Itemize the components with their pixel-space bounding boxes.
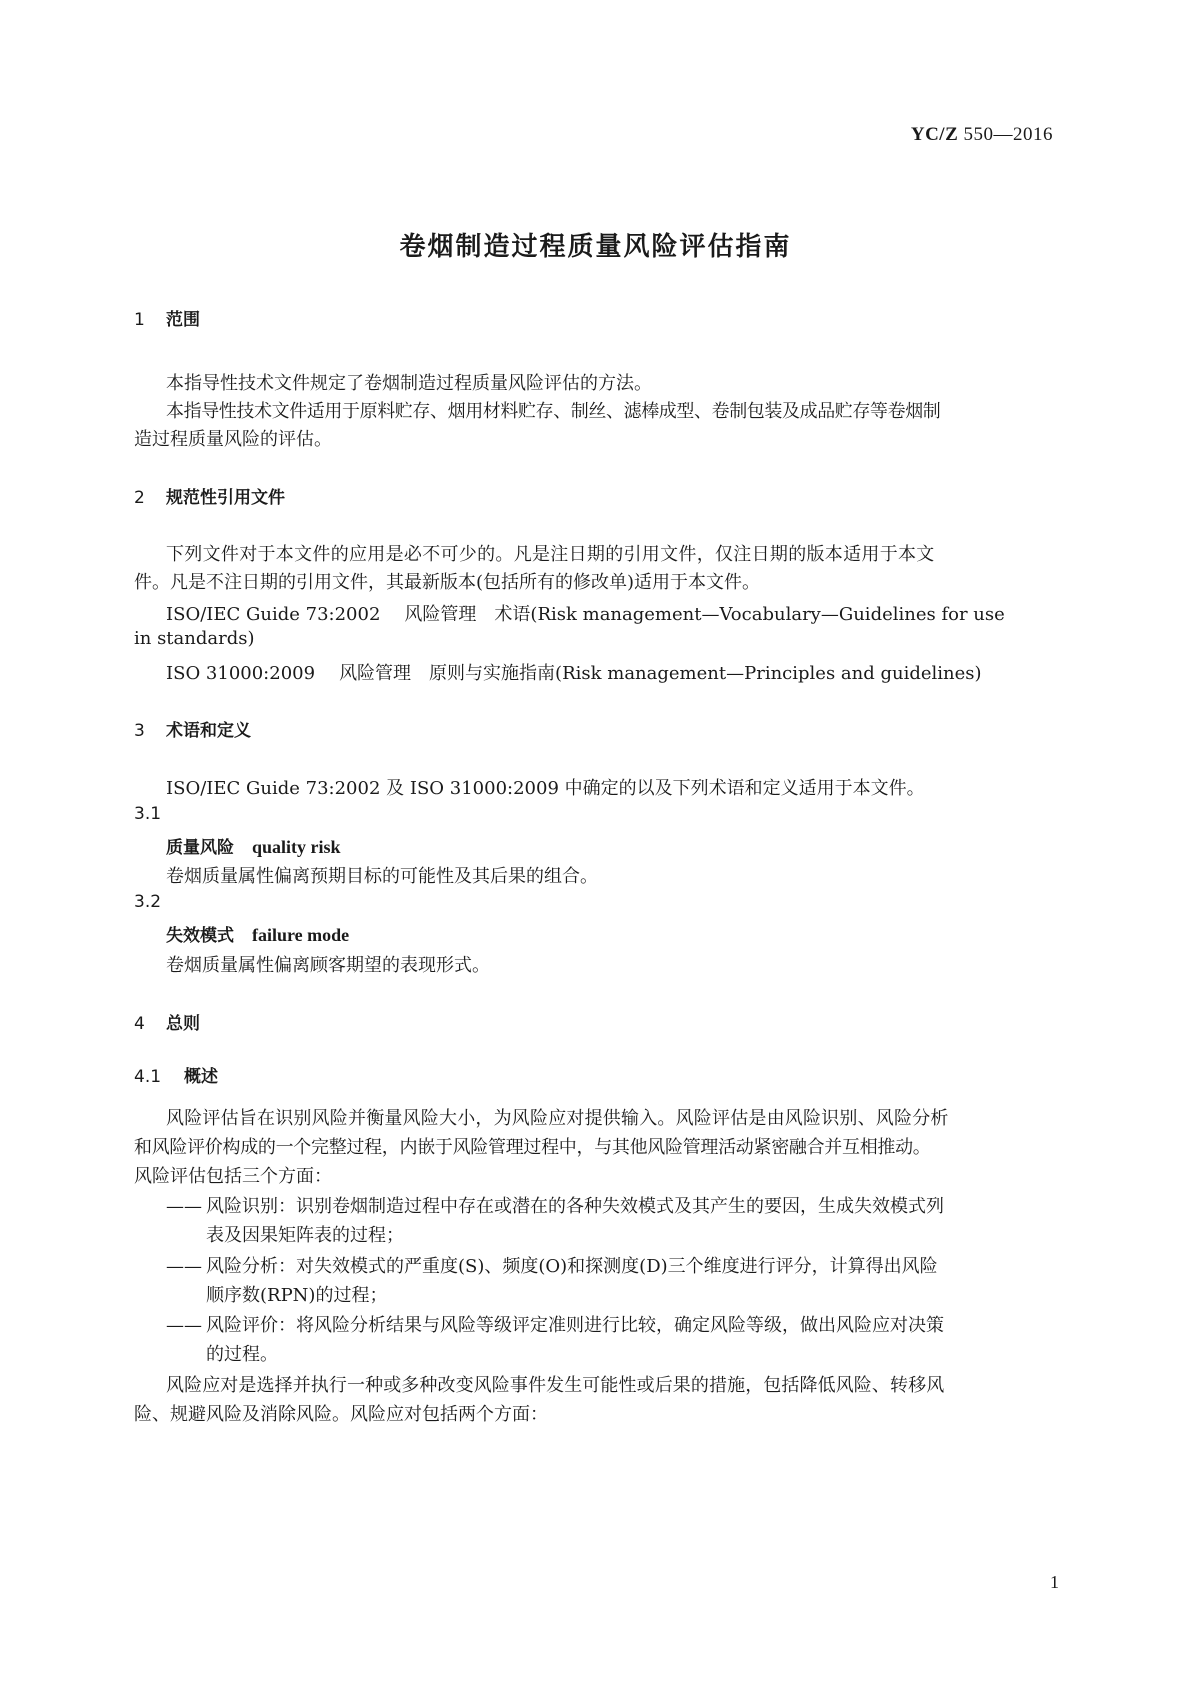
paragraph-line: 风险评估包括三个方面： [134,1166,332,1187]
paragraph-line: 和风险评价构成的一个完整过程，内嵌于风险管理过程中，与其他风险管理活动紧密融合并互相推动。 [134,1137,931,1158]
reference-item-1-cont: in standards) [134,628,255,649]
paragraph-line: 本指导性技术文件适用于原料贮存、烟用材料贮存、制丝、滤棒成型、卷制包装及成品贮存等卷烟制 [166,401,941,422]
term-cn: 质量风险 [166,838,234,858]
list-item [166,1192,944,1218]
standard-code-number: 550—2016 [963,124,1053,145]
section-title: 范围 [166,310,200,330]
page-number: 1 [1050,1572,1059,1592]
paragraph-line: 风险应对是选择并执行一种或多种改变风险事件发生可能性或后果的措施，包括降低风险、转移风 [166,1375,945,1396]
list-item-cont: 顺序数(RPN)的过程； [206,1285,388,1306]
term-heading [166,921,349,946]
paragraph-line: 造过程质量风险的评估。 [134,429,332,450]
document-body [134,0,1056,1684]
subsection-4-1-heading [134,1062,218,1087]
list-item-text: 风险识别：识别卷烟制造过程中存在或潜在的各种失效模式及其产生的要因，生成失效模式列 [206,1196,944,1217]
term-en: failure mode [252,925,350,945]
dash-marker: —— [166,1315,202,1336]
dash-marker: —— [166,1256,202,1277]
paragraph-line: 件。凡是不注日期的引用文件，其最新版本(包括所有的修改单)适用于本文件。 [134,572,761,593]
reference-item-1 [166,600,1005,626]
term-heading [166,833,341,858]
section-1-heading [134,305,200,330]
section-number: 3 [134,721,145,741]
reference-code: ISO/IEC Guide 73:2002 [166,604,381,625]
reference-title: 风险管理 原则与实施指南(Risk management—Principles and guidelines) [339,663,982,684]
subsection-number: 4.1 [134,1067,162,1087]
paragraph-line: 下列文件对于本文件的应用是必不可少的。凡是注日期的引用文件，仅注日期的版本适用于本文 [166,544,935,565]
term-number: 3.2 [134,892,162,912]
term-definition: 卷烟质量属性偏离顾客期望的表现形式。 [166,955,490,976]
reference-item-2 [166,659,982,685]
section-number: 2 [134,488,145,508]
list-item [166,1311,944,1337]
section-2-heading [134,483,285,508]
list-item-text: 风险分析：对失效模式的严重度(S)、频度(O)和探测度(D)三个维度进行评分，计算得出风险 [206,1256,938,1277]
section-number: 4 [134,1014,145,1034]
reference-title: 风险管理 术语(Risk management—Vocabulary—Guidelines for use [404,604,1005,625]
term-number: 3.1 [134,804,162,824]
standard-code-prefix: YC/Z [910,124,959,145]
term-definition: 卷烟质量属性偏离预期目标的可能性及其后果的组合。 [166,866,598,887]
reference-code: ISO 31000:2009 [166,663,316,684]
section-3-heading [134,716,251,741]
paragraph: ISO/IEC Guide 73:2002 及 ISO 31000:2009 中确定的以及下列术语和定义适用于本文件。 [166,778,925,799]
section-title: 术语和定义 [166,721,251,741]
document-title: 卷烟制造过程质量风险评估指南 [399,232,792,262]
section-4-heading [134,1009,200,1034]
paragraph-line: 风险评估旨在识别风险并衡量风险大小，为风险应对提供输入。风险评估是由风险识别、风险分析 [166,1108,949,1129]
list-item-cont: 表及因果矩阵表的过程； [206,1225,404,1246]
list-item-text: 风险评价：将风险分析结果与风险等级评定准则进行比较，确定风险等级，做出风险应对决策 [206,1315,944,1336]
section-title: 总则 [166,1014,200,1034]
term-en: quality risk [252,837,341,857]
dash-marker: —— [166,1196,202,1217]
paragraph-line: 险、规避风险及消除风险。风险应对包括两个方面： [134,1404,548,1425]
subsection-title: 概述 [184,1067,218,1087]
paragraph: 本指导性技术文件规定了卷烟制造过程质量风险评估的方法。 [166,373,652,394]
list-item-cont: 的过程。 [206,1344,278,1365]
section-title: 规范性引用文件 [166,488,285,508]
list-item [166,1252,938,1278]
term-cn: 失效模式 [166,926,234,946]
section-number: 1 [134,310,145,330]
